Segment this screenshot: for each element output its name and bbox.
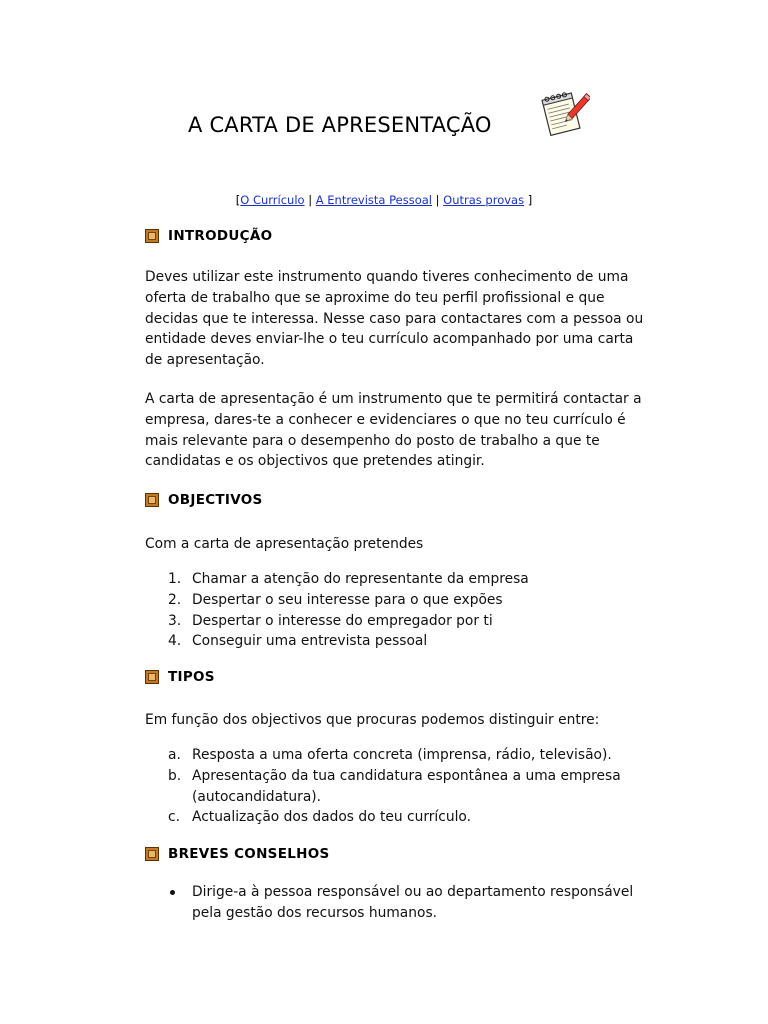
- section-title: OBJECTIVOS: [168, 492, 263, 508]
- list-item: [168, 590, 638, 611]
- page-title: A CARTA DE APRESENTAÇÃO: [188, 113, 492, 137]
- list-item: [168, 569, 638, 590]
- intro-paragraph-2: A carta de apresentação é um instrumento que te permitirá contactar a empresa, dares-te a conhecer e evidenciares o que no teu currículo é mais relevante para o desempenho do posto de trabalho a que te candidatas e os objectivos que pretendes atingir.: [145, 391, 642, 470]
- list-item: [168, 631, 638, 652]
- list-item-text: Resposta a uma oferta concreta (imprensa, rádio, televisão).: [192, 747, 612, 763]
- list-marker: 4.: [168, 633, 182, 650]
- list-item: [168, 745, 638, 766]
- list-item-text: Actualização dos dados do teu currículo.: [192, 809, 472, 826]
- list-item: [168, 766, 638, 808]
- list-marker: a.: [168, 747, 181, 763]
- list-marker: b.: [168, 767, 182, 784]
- bullet-dot: [170, 890, 175, 895]
- section-title: INTRODUÇÃO: [168, 228, 273, 244]
- navigation-links: [0, 193, 768, 207]
- square-bullet-icon: [145, 493, 159, 507]
- bracket-open: [: [235, 193, 241, 207]
- link-entrevista-pessoal[interactable]: A Entrevista Pessoal: [315, 193, 432, 207]
- list-marker: 2.: [168, 591, 182, 608]
- square-bullet-icon: [145, 670, 159, 684]
- list-item: [168, 882, 638, 924]
- list-item-text: Conseguir uma entrevista pessoal: [192, 633, 428, 650]
- list-item-text: Dirige-a à pessoa responsável ou ao departamento responsável pela gestão dos recursos humanos.: [192, 884, 634, 921]
- section-title: TIPOS: [168, 669, 215, 685]
- link-curriculo[interactable]: O Currículo: [240, 193, 305, 207]
- link-separator: |: [304, 193, 316, 207]
- list-item-text: Despertar o seu interesse para o que expões: [192, 591, 503, 608]
- link-outras-provas[interactable]: Outras provas: [443, 193, 525, 207]
- types-list: [168, 745, 638, 828]
- list-marker: 1.: [168, 571, 182, 587]
- types-lead: Em função dos objectivos que procuras podemos distinguir entre:: [145, 712, 600, 728]
- link-separator: |: [431, 193, 444, 207]
- list-marker: 3.: [168, 612, 182, 629]
- list-item-text: Despertar o interesse do empregador por ti: [192, 612, 493, 629]
- advice-list: [168, 882, 638, 924]
- list-item-text: Apresentação da tua candidatura espontânea a uma empresa (autocandidatura).: [192, 767, 621, 805]
- intro-paragraph-1: Deves utilizar este instrumento quando tiveres conhecimento de uma oferta de trabalho que se aproxime do teu perfil profissional e que decidas que te interessa. Nesse caso para contactares com a pessoa ou entidade deves enviar-lhe o teu currículo acompanhado por uma carta de apresentação.: [145, 269, 644, 369]
- notepad-pencil-icon: [538, 88, 590, 138]
- objectives-list: [168, 569, 638, 652]
- list-item-text: Chamar a atenção do representante da empresa: [192, 571, 529, 587]
- list-marker: c.: [168, 809, 180, 826]
- square-bullet-icon: [145, 847, 159, 861]
- section-title: BREVES CONSELHOS: [168, 846, 330, 862]
- square-bullet-icon: [145, 229, 159, 243]
- list-item: [168, 807, 638, 828]
- list-item: [168, 611, 638, 632]
- bracket-close: ]: [524, 193, 533, 207]
- objectives-lead: Com a carta de apresentação pretendes: [145, 536, 424, 552]
